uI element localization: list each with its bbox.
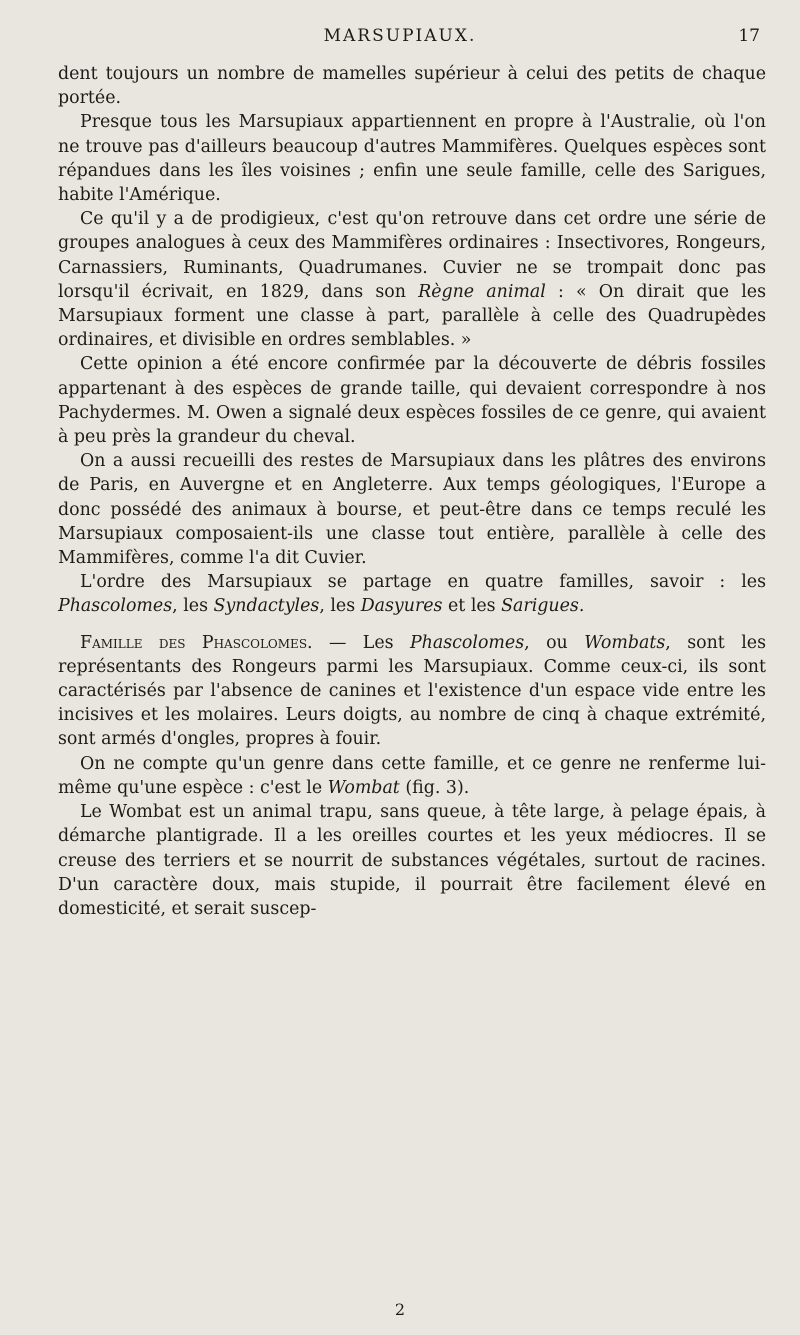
text-run: , sont les représentants des Rongeurs parmi les Marsupiaux. Comme ceux-ci, ils sont caractérisés par l'absence de canines et l'existence d'un espace vide entre les incisives et les molaires. Leurs doigts, au nombre de cinq à chaque extrémité, sont armés d'ongles, propres à fouir. [58, 632, 766, 750]
text-run: . [578, 596, 585, 617]
family-name: Sarigues [501, 596, 579, 617]
text-run: — Les [312, 632, 410, 653]
running-title: MARSUPIAUX. [323, 26, 477, 46]
text-run: Ce qu'il y a de prodigieux, c'est qu'on retrouve dans cet ordre une série de groupes analogues à ceux des Mammifères ordinaires : Insectivores, Rongeurs, Carnassiers, Ruminants, Quadrumanes. Cuvier ne se trompait donc pas lorsqu'il écrivait, en 1829, dans son [58, 209, 766, 302]
body-text [58, 62, 766, 921]
section-heading: Famille des Phascolomes. [80, 632, 313, 653]
text-run: On ne compte qu'un genre dans cette famille, et ce genre ne renferme lui-même qu'une espèce : c'est le [58, 753, 766, 798]
paragraph: Cette opinion a été encore confirmée par la découverte de débris fossiles appartenant à des espèces de grande taille, qui devaient correspondre à nos Pachydermes. M. Owen a signalé deux espèces fossiles de ce genre, qui avaient à peu près la grandeur du cheval. [58, 354, 766, 448]
family-name: Phascolomes [58, 596, 173, 617]
paragraph [58, 631, 766, 752]
family-name: Dasyures [360, 596, 443, 617]
page-number: 17 [738, 26, 760, 46]
paragraph: On a aussi recueilli des restes de Marsupiaux dans les plâtres des environs de Paris, en Auvergne et en Angleterre. Aux temps géologiques, l'Europe a donc possédé des animaux à bourse, et peut-être dans ce temps reculé les Marsupiaux composaient-ils une classe tout entière, parallèle à celle des Mammifères, comme l'a dit Cuvier. [58, 451, 766, 569]
genus-name: Wombat [327, 777, 400, 798]
text-run: L'ordre des Marsupiaux se partage en quatre familles, savoir : les [80, 572, 766, 593]
genus-name: Wombats [584, 632, 666, 653]
book-title: Règne animal [418, 281, 546, 302]
page-header [0, 26, 800, 56]
paragraph: Le Wombat est un animal trapu, sans queue, à tête large, à pelage épais, à démarche plantigrade. Il a les oreilles courtes et les yeux médiocres. Il se creuse des terriers et se nourrit de substances végétales, surtout de racines. D'un caractère doux, mais stupide, il pourrait être facilement élevé en domesticité, et serait suscep- [58, 802, 766, 919]
paragraph [58, 207, 766, 352]
text-run: , ou [524, 632, 585, 653]
signature-mark: 2 [394, 1300, 406, 1319]
text-run: et les [442, 596, 502, 617]
family-name: Syndactyles [213, 596, 320, 617]
text-run: , les [319, 596, 361, 617]
paragraph [58, 752, 766, 800]
paragraph: Presque tous les Marsupiaux appartiennent en propre à l'Australie, où l'on ne trouve pas d'ailleurs beaucoup d'autres Mammifères. Quelques espèces sont répandues dans les îles voisines ; enfin une seule famille, celle des Sarigues, habite l'Amérique. [58, 112, 766, 206]
text-run: : « On dirait que les Marsupiaux forment une classe à part, parallèle à celle des Quadrupèdes ordinaires, et divisible en ordres semblables. » [58, 281, 766, 351]
text-run: , les [172, 596, 214, 617]
genus-name: Phascolomes [409, 632, 525, 653]
paragraph [58, 570, 766, 618]
text-run: (fig. 3). [399, 777, 470, 798]
paragraph: dent toujours un nombre de mamelles supérieur à celui des petits de chaque portée. [58, 64, 766, 109]
